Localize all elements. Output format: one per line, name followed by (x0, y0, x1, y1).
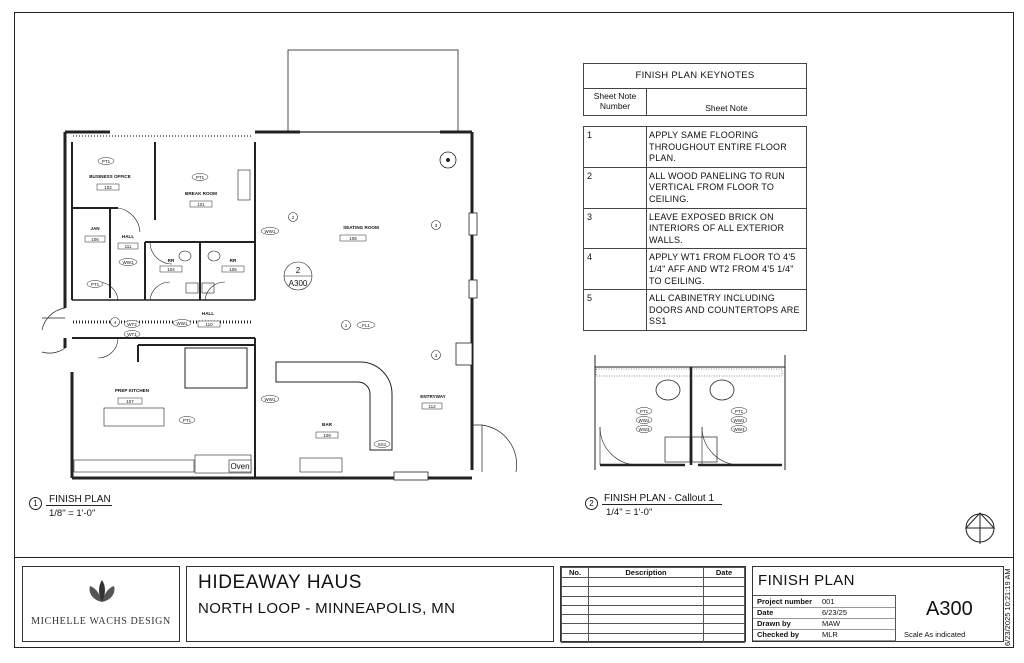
room-num-111: 111 (124, 244, 132, 249)
revision-table (560, 566, 746, 642)
sheet-name: FINISH PLAN (758, 572, 855, 589)
tag-wt1: WT1 (127, 332, 137, 337)
meta-divider-v (895, 595, 896, 642)
room-num-105: 105 (229, 267, 237, 272)
keynote-row (584, 168, 806, 209)
tag-pt1-office: PT1 (101, 159, 111, 164)
scale-note: Scale As indicated (904, 630, 966, 639)
tag-ww1-seating: WW1 (264, 229, 276, 234)
room-name-break-room: BREAK ROOM (185, 191, 217, 196)
tag-pt1-break: PT1 (195, 175, 205, 180)
keynote-text: LEAVE EXPOSED BRICK ON INTERIORS OF ALL EXTERIOR WALLS. (649, 211, 785, 245)
keynote-marker-4: 4 (113, 320, 117, 325)
meta-row-line (753, 640, 895, 641)
callout-tag-pt1-a: PT1 (639, 409, 649, 414)
rev-col-description: Description (589, 568, 704, 578)
callout-tag-wt3-a: WW3 (638, 427, 650, 432)
print-timestamp: 6/23/2025 10:21:19 AM (1003, 568, 1012, 647)
meta-divider (753, 595, 895, 596)
tag-wt2: WT2 (127, 322, 137, 327)
room-num-101: 101 (197, 202, 205, 207)
tag-pt1-prep: PT1 (182, 418, 192, 423)
callout-drawing (580, 345, 810, 495)
room-name-hall-110: HALL (201, 311, 215, 316)
room-name-prep-kitchen: PREP KITCHEN (114, 388, 150, 393)
view-scale: 1/8" = 1'-0" (49, 508, 96, 519)
tag-pt1-jan: PT1 (90, 282, 100, 287)
room-name-entryway: ENTRYWAY (420, 394, 446, 399)
view-title: FINISH PLAN (49, 494, 111, 505)
keynote-row (584, 127, 806, 168)
room-num-104: 104 (167, 267, 175, 272)
callout-view-underline (602, 504, 722, 505)
project-location: NORTH LOOP - MINNEAPOLIS, MN (198, 600, 456, 617)
keynote-row (584, 249, 806, 290)
title-block-divider (14, 557, 1014, 558)
room-num-112: 112 (428, 404, 436, 409)
keynote-number: 4 (584, 249, 647, 289)
meta-label: Date (757, 608, 774, 617)
keynote-table-title: FINISH PLAN KEYNOTES (584, 64, 806, 89)
room-num-108: 108 (349, 236, 357, 241)
callout-tag-wt3-b: WW3 (733, 427, 745, 432)
room-name-rr-105: RR (229, 258, 237, 263)
tag-ss1: SS1 (377, 442, 387, 447)
room-num-102: 102 (104, 185, 112, 190)
view-title-underline (46, 505, 112, 506)
room-name-business-office: BUSINESS OFFICE (89, 174, 131, 179)
callout-tag-ww2-b: WW2 (733, 418, 745, 423)
north-arrow-icon (963, 508, 997, 548)
sheet-number: A300 (926, 598, 973, 620)
room-name-rr-104: RR (167, 258, 175, 263)
callout-view-title: FINISH PLAN - Callout 1 (604, 493, 715, 504)
tag-ww1-hall: WW1 (122, 260, 134, 265)
keynote-text: APPLY SAME FLOORING THROUGHOUT ENTIRE FLOOR PLAN. (649, 130, 787, 164)
tag-ww1-bar: WW1 (264, 397, 276, 402)
callout-sheet: A300 (288, 279, 308, 288)
meta-label: Project number (757, 597, 813, 606)
keynote-number: 5 (584, 290, 647, 330)
callout-tag-ww2-a: WW2 (638, 418, 650, 423)
keynote-number: 1 (584, 127, 647, 167)
keynote-number: 3 (584, 209, 647, 249)
keynote-marker-3a: 3 (434, 223, 438, 228)
keynote-row (584, 209, 806, 250)
room-num-110: 110 (205, 322, 213, 327)
keynote-text: APPLY WT1 FROM FLOOR TO 4'5 1/4" AFF AND WT2 FROM 4'5 1/4" TO CEILING. (649, 252, 796, 286)
oven-label: Oven (230, 462, 250, 471)
room-name-bar: BAR (322, 422, 332, 427)
keynote-col-number: Sheet Note Number (584, 89, 647, 115)
meta-value: MLR (822, 630, 838, 639)
meta-label: Drawn by (757, 619, 791, 628)
meta-value: 6/23/25 (822, 608, 848, 617)
keynote-marker-1: 1 (344, 323, 348, 328)
meta-value: MAW (822, 619, 841, 628)
firm-name: MICHELLE WACHS DESIGN (31, 616, 171, 627)
keynote-text: ALL CABINETRY INCLUDING DOORS AND COUNTERTOPS ARE SS1 (649, 293, 800, 327)
keynote-marker-2: 2 (291, 215, 295, 220)
keynote-marker-3b: 3 (434, 353, 438, 358)
lotus-logo-icon (86, 578, 118, 606)
callout-view-number-circle: 2 (585, 497, 598, 510)
room-name-jan: JAN (90, 226, 100, 231)
tag-ww1-hall-110: WW1 (176, 321, 188, 326)
callout-view-scale: 1/4" = 1'-0" (606, 507, 653, 518)
callout-number: 2 (295, 266, 301, 275)
rev-col-date: Date (704, 568, 745, 578)
keynote-number: 2 (584, 168, 647, 208)
room-num-107: 107 (126, 399, 134, 404)
room-num-106: 106 (91, 237, 99, 242)
keynote-text: ALL WOOD PANELING TO RUN VERTICAL FROM FLOOR TO CEILING. (649, 170, 785, 204)
keynote-header-table (583, 63, 807, 116)
tag-fl1: FL1 (362, 323, 370, 328)
room-num-109: 109 (323, 433, 331, 438)
project-name: HIDEAWAY HAUS (198, 572, 363, 593)
finish-plan-drawing (0, 0, 560, 500)
keynote-col-note: Sheet Note (705, 103, 748, 113)
view-number-circle: 1 (29, 497, 42, 510)
keynote-table (583, 126, 807, 331)
room-name-hall-111: HALL (121, 234, 135, 239)
room-name-seating: SEATING ROOM (343, 225, 379, 230)
patio-outline (288, 50, 458, 132)
callout-tag-pt1-b: PT1 (734, 409, 744, 414)
meta-value: 001 (822, 597, 835, 606)
rev-col-no: No. (562, 568, 589, 578)
keynote-row (584, 290, 806, 330)
meta-label: Checked by (757, 630, 800, 639)
